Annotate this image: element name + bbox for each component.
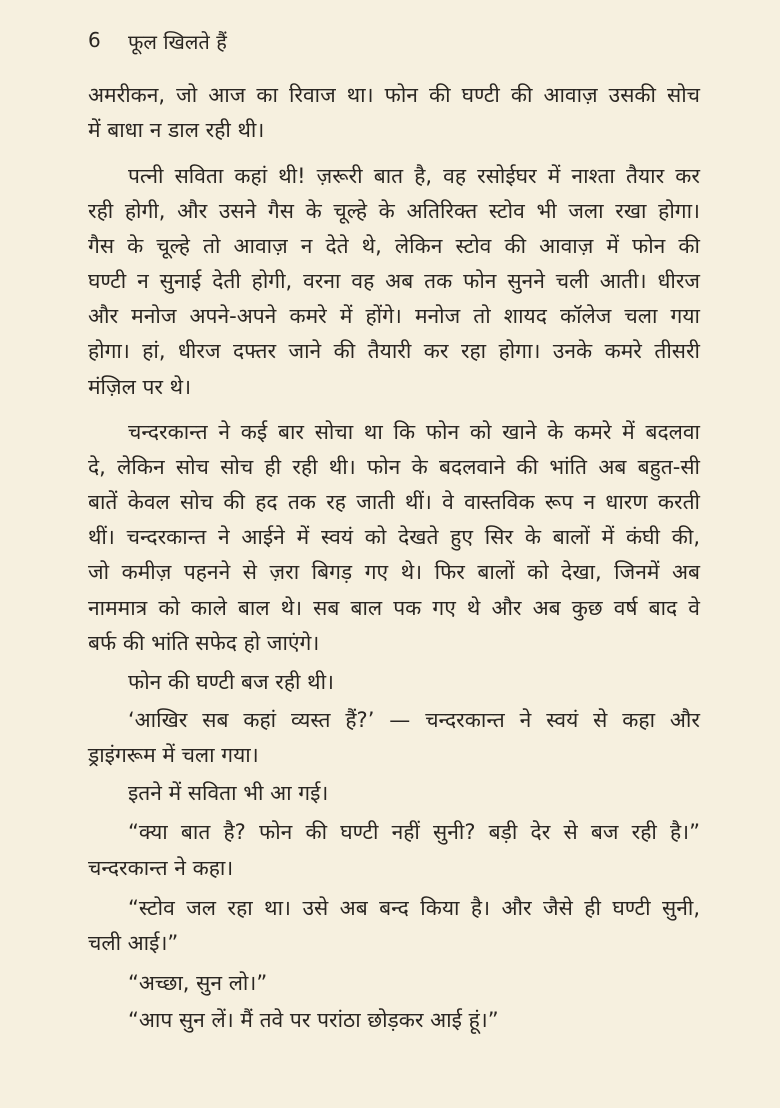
text-line: जो कमीज़ पहनने से ज़रा बिगड़ गए थे। फिर बालों को देखा, जिनमें अब [88, 560, 700, 584]
text-line: में बाधा न डाल रही थी। [88, 118, 265, 142]
text-line: पत्नी सविता कहां थी! ज़रूरी बात है, वह रसोईघर में नाश्ता तैयार कर [128, 164, 700, 188]
text-line: गैस के चूल्हे तो आवाज़ न देते थे, लेकिन स्टोव की आवाज़ में फोन की [88, 234, 700, 258]
text-line: “स्टोव जल रहा था। उसे अब बन्द किया है। और जैसे ही घण्टी सुनी, [128, 896, 700, 920]
text-line: इतने में सविता भी आ गई। [128, 781, 329, 805]
text-line: फोन की घण्टी बज रही थी। [128, 670, 334, 694]
text-line: रही होगी, और उसने गैस के चूल्हे के अतिरिक्त स्टोव भी जला रखा होगा। [88, 199, 700, 223]
text-line: ‘आखिर सब कहां व्यस्त हैं?’ — चन्दरकान्त ने स्वयं से कहा और [128, 708, 700, 732]
text-line: नाममात्र को काले बाल थे। सब बाल पक गए थे और अब कुछ वर्ष बाद वे [88, 596, 700, 620]
text-line: मंज़िल पर थे। [88, 375, 192, 399]
text-line: होगा। हां, धीरज दफ्तर जाने की तैयारी कर रहा होगा। उनके कमरे तीसरी [88, 339, 700, 363]
text-line: दे, लेकिन सोच सोच ही रही थी। फोन के बदलवाने की भांति अब बहुत-सी [88, 455, 700, 479]
text-line: चन्दरकान्त ने कहा। [88, 856, 234, 880]
text-line: थीं। चन्दरकान्त ने आईने में स्वयं को देखते हुए सिर के बालों में कंघी की, [88, 525, 700, 549]
text-line: “क्या बात है? फोन की घण्टी नहीं सुनी? बड़ी देर से बज रही है।” [128, 820, 700, 844]
page-number: 6 [88, 28, 101, 52]
text-line: बर्फ की भांति सफेद हो जाएंगे। [88, 631, 320, 655]
text-line: चन्दरकान्त ने कई बार सोचा था कि फोन को खाने के कमरे में बदलवा [128, 420, 700, 444]
text-line: बातें केवल सोच की हद तक रह जाती थीं। वे वास्तविक रूप न धारण करती [88, 490, 700, 514]
text-line: और मनोज अपने-अपने कमरे में होंगे। मनोज तो शायद कॉलेज चला गया [88, 304, 700, 328]
text-line: ड्राइंगरूम में चला गया। [88, 743, 259, 767]
text-line: “आप सुन लें। मैं तवे पर परांठा छोड़कर आई हूं।” [128, 1008, 499, 1032]
text-line: “अच्छा, सुन लो।” [128, 971, 268, 995]
text-line: घण्टी न सुनाई देती होगी, वरना वह अब तक फोन सुनने चली आती। धीरज [88, 269, 700, 293]
text-line: अमरीकन, जो आज का रिवाज था। फोन की घण्टी की आवाज़ उसकी सोच [88, 83, 700, 107]
text-line: चली आई।” [88, 931, 179, 955]
running-title: फूल खिलते हैं [128, 30, 227, 54]
